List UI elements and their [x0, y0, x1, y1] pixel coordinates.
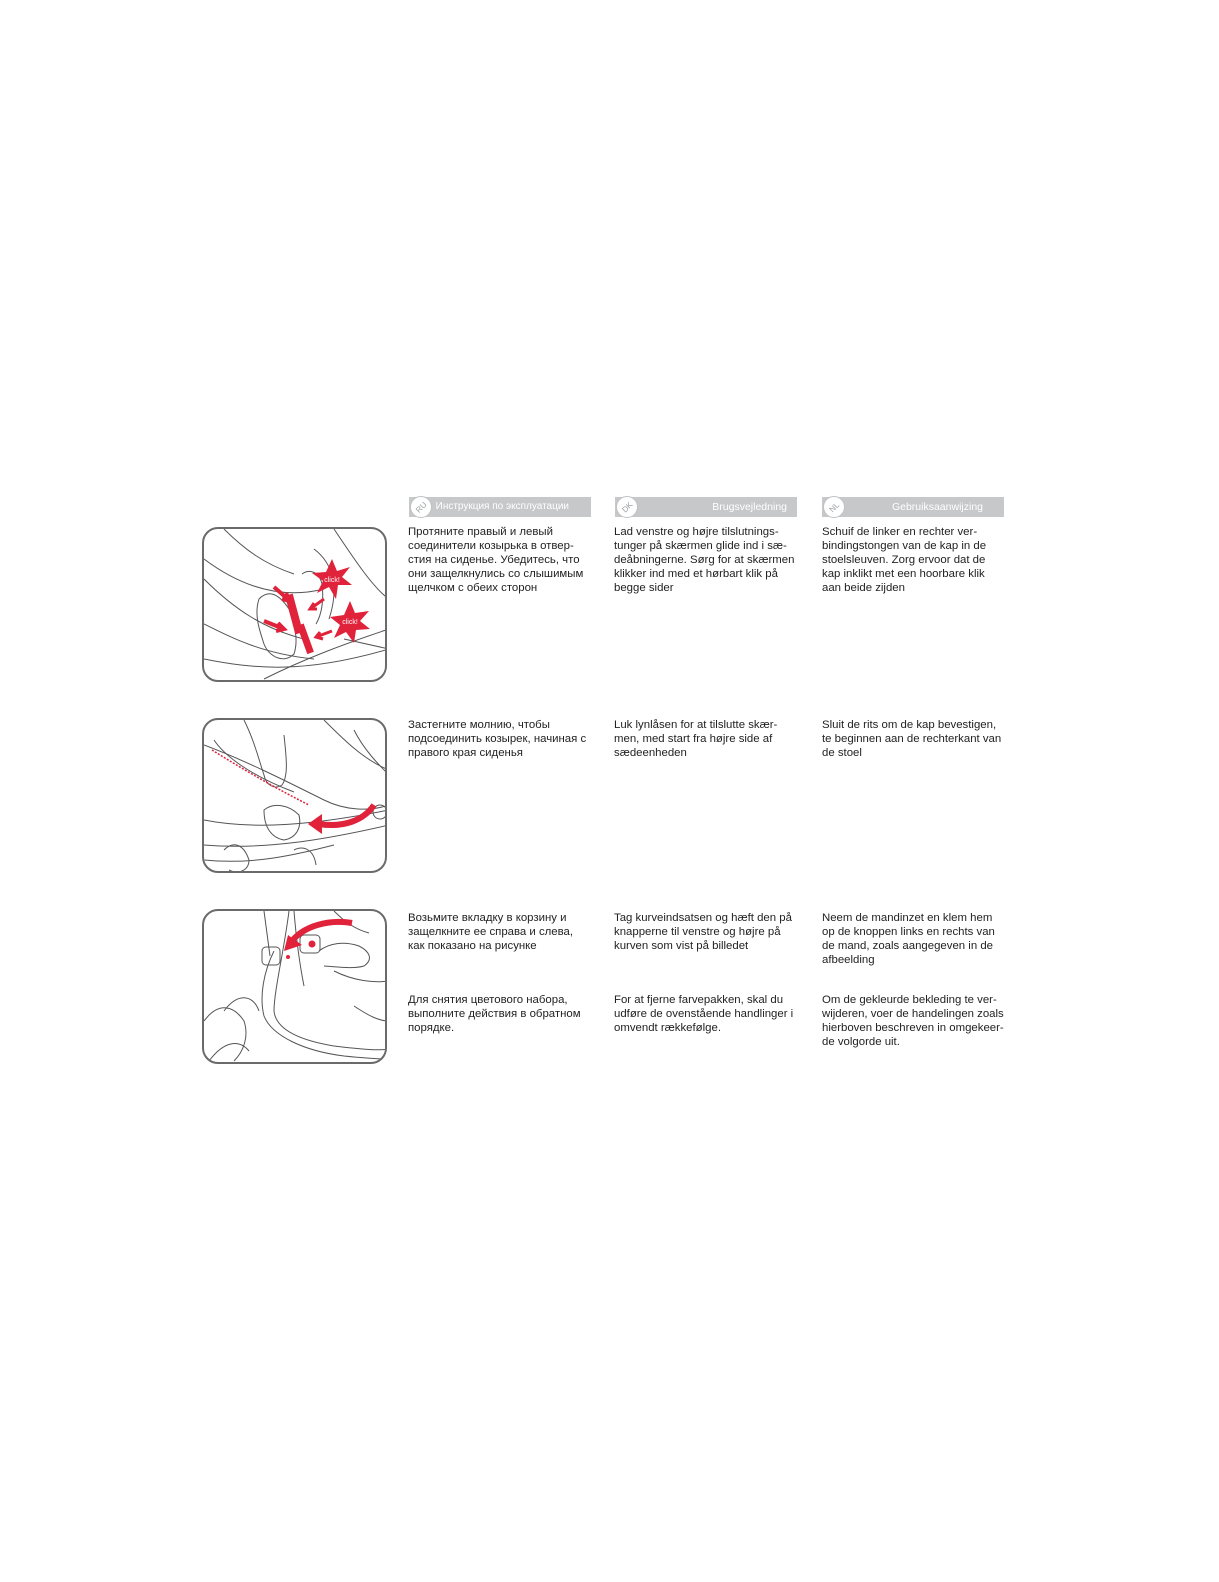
header-title-nl: Gebruiksaanwijzing	[891, 501, 983, 513]
canopy-connectors-illustration	[204, 529, 387, 682]
language-badge-dk: DK	[611, 491, 642, 522]
header-dk	[615, 497, 797, 517]
click-label-2: click!	[342, 619, 358, 626]
step-1-text-nl: Schuif de linker en rechter ver- bindingstongen van de kap in de stoelsleuven. Zorg ervoor dat de kap inklikt met een hoorbare klik aan beide zijden	[822, 526, 987, 594]
step-2-text-nl: Sluit de rits om de kap bevestigen, te beginnen aan de rechterkant van de stoel	[822, 719, 1002, 759]
step-2-text-ru: Застегните молнию, чтобы подсоединить козырек, начиная с правого края сиденья	[408, 719, 587, 759]
click-label-1: click!	[324, 577, 340, 584]
figure-zip-canopy	[202, 718, 387, 873]
removal-text-nl: Om de gekleurde bekleding te ver- wijderen, voer de handelingen zoals hierboven beschreven in omgekeer- de volgorde uit.	[822, 994, 1004, 1048]
step-2-text-dk: Luk lynlåsen for at tilslutte skær- men, med start fra højre side af sædeenheden	[614, 719, 778, 759]
figure-basket-insert	[202, 909, 387, 1064]
header-title-ru: Инструкция по эксплуатации	[435, 501, 569, 512]
removal-text-dk: For at fjerne farvepakken, skal du udføre de ovenstående handlinger i omvendt rækkefølge.	[614, 994, 794, 1034]
step-3-text-dk: Tag kurveindsatsen og hæft den på knapperne til venstre og højre på kurven som vist på billedet	[614, 912, 792, 952]
language-badge-nl: NL	[818, 491, 849, 522]
step-1-text-dk: Lad venstre og højre tilslutnings- tunger på skærmen glide ind i sæ- deåbningerne. Sørg for at skærmen klikker ind med et hørbart klik på begge sider	[614, 526, 795, 594]
zip-canopy-illustration	[204, 720, 387, 873]
header-ru	[409, 497, 591, 517]
basket-insert-illustration	[204, 911, 387, 1064]
header-title-dk: Brugsvejledning	[712, 501, 787, 513]
step-3-text-nl: Neem de mandinzet en klem hem op de knoppen links en rechts van de mand, zoals aangegeven in de afbeelding	[822, 912, 995, 966]
header-nl	[822, 497, 1004, 517]
step-3-text-ru: Возьмите вкладку в корзину и защелкните ее справа и слева, как показано на рисунке	[408, 912, 574, 952]
language-badge-ru: RU	[405, 491, 436, 522]
removal-text-ru: Для снятия цветового набора, выполните действия в обратном порядке.	[408, 994, 581, 1034]
figure-canopy-connectors	[202, 527, 387, 682]
step-1-text-ru: Протяните правый и левый соединители козырька в отвер- стия на сиденье. Убедитесь, что они защелкнулись со слышимым щелчком с обеих сторон	[408, 526, 584, 594]
